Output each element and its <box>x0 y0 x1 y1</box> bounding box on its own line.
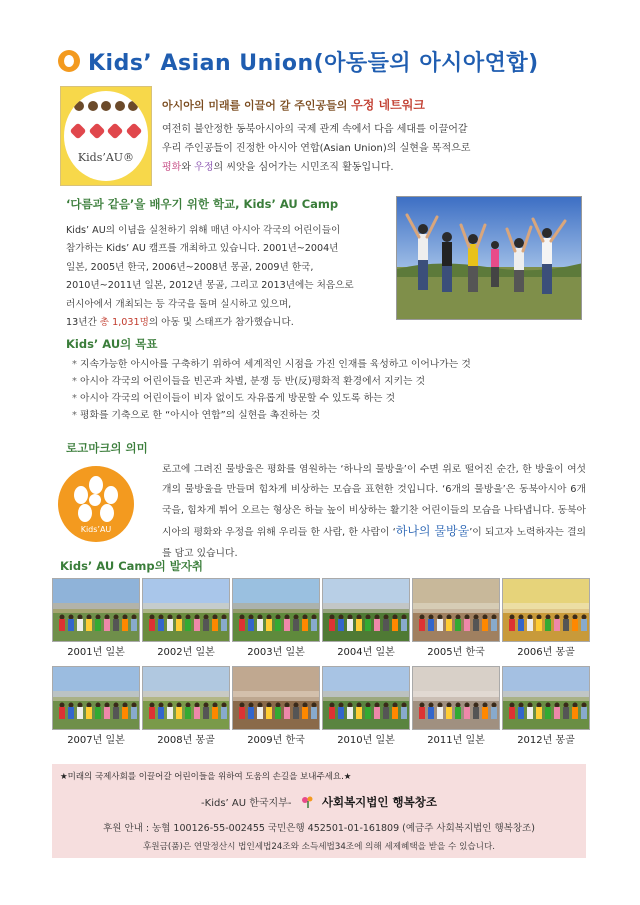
logo-wordmark: Kids’AU® <box>77 151 135 164</box>
camp-photo <box>502 666 590 730</box>
goals-heading: Kids’ AU의 목표 <box>66 337 158 351</box>
logo-meaning-heading: 로고마크의 의미 <box>66 441 148 455</box>
goal-item: * 지속가능한 아시아를 구축하기 위하여 세계적인 시점을 가진 인재를 육성하고 이어나가는 것 <box>72 356 582 373</box>
gallery-item <box>322 666 410 754</box>
camp-photo <box>232 666 320 730</box>
organization-line <box>52 794 586 810</box>
gallery-item <box>412 666 500 754</box>
gallery-item <box>232 666 320 754</box>
camp-photo <box>322 578 410 642</box>
gallery-caption: 2004년 일본 <box>337 647 395 658</box>
goals-list <box>72 356 582 424</box>
camp-photo <box>412 578 500 642</box>
intro-heading: 아시아의 미래를 이끌어 갈 주인공들의 우정 네트워크 <box>162 98 425 112</box>
gallery-caption: 2009년 한국 <box>247 735 305 746</box>
branch-name: -Kids’ AU 한국지부- <box>201 798 292 809</box>
gallery-item <box>142 666 230 754</box>
gallery-item <box>412 578 500 666</box>
tax-benefit-note: 후원금(품)은 연말정산시 법인세법24조와 소득세법34조에 의해 세제혜택을 받을 수 있습니다. <box>142 842 496 852</box>
gallery-item <box>52 666 140 754</box>
logo-wordmark: Kids’AU <box>80 525 112 534</box>
camp-photo <box>232 578 320 642</box>
kids-au-logo-icon <box>58 50 80 72</box>
gallery-caption: 2008년 몽골 <box>157 735 215 746</box>
gallery-item <box>502 578 590 666</box>
camp-photo <box>142 578 230 642</box>
gallery-caption: 2011년 일본 <box>427 735 485 746</box>
camp-photo <box>322 666 410 730</box>
gallery-caption: 2006년 몽골 <box>517 647 575 658</box>
camp-photo <box>412 666 500 730</box>
camp-photo <box>502 578 590 642</box>
gallery-item <box>142 578 230 666</box>
camp-heading: ‘다름과 같음’을 배우기 위한 학교, Kids’ AU Camp <box>66 197 339 211</box>
goal-item: * 아시아 각국의 어린이들을 빈곤과 차별, 분쟁 등 반(反)평화적 환경에서 지키는 것 <box>72 373 582 390</box>
gallery-item <box>52 578 140 666</box>
gallery-caption: 2012년 몽골 <box>517 735 575 746</box>
gallery-item <box>322 578 410 666</box>
gallery-caption: 2007년 일본 <box>67 735 125 746</box>
bank-account-info: 후원 안내 : 농협 100126-55-002455 국민은행 452501-01-161809 (예금주 사회복지법인 행복창조) <box>103 823 535 834</box>
goal-item: * 아시아 각국의 어린이들이 비자 없이도 자유롭게 방문할 수 있도록 하는 것 <box>72 390 582 407</box>
page-header <box>58 46 588 76</box>
gallery-caption: 2002년 일본 <box>157 647 215 658</box>
intro-paragraph: 여전히 불안정한 동북아시아의 국제 관계 속에서 다음 세대를 이끌어갈 우리 주인공들이 진정한 아시아 연합(Asian Union)의 실현을 목적으로 평화와 우정의 씨앗을 심어가는 시민조직 활동입니다. <box>162 124 471 173</box>
gallery-item <box>232 578 320 666</box>
page-title: Kids’ Asian Union(아동들의 아시아연합) <box>88 50 539 76</box>
camp-photo-gallery <box>52 578 590 754</box>
org-sprout-icon <box>301 796 315 808</box>
donation-appeal: ★미래의 국제사회를 이끌어갈 어린이들을 위하여 도움의 손길을 보내주세요.★ <box>60 772 352 782</box>
gallery-caption: 2001년 일본 <box>67 647 125 658</box>
donation-footer <box>52 764 586 858</box>
water-drop-logo-icon <box>58 466 134 542</box>
gallery-caption: 2010년 일본 <box>337 735 395 746</box>
camp-photo <box>52 578 140 642</box>
camp-photo <box>142 666 230 730</box>
gallery-item <box>502 666 590 754</box>
camp-photo <box>52 666 140 730</box>
gallery-heading: Kids’ AU Camp의 발자취 <box>60 559 204 573</box>
kids-au-logo-image <box>60 86 152 186</box>
gallery-caption: 2005년 한국 <box>427 647 485 658</box>
camp-paragraph: Kids’ AU의 이념을 실천하기 위해 매년 아시아 각국의 어린이들이 참가하는 Kids’ AU 캠프를 개최하고 있습니다. 2001년~2004년 일본, 2005년 한국, 2006년~2008년 몽골, 2009년 한국, 2010년~2011년 일본, 2012년 몽골, 그리고 2013년에는 처음으로 러시아에서 개최되는 등 각국을 돌며 실시하고 있으며, 13년간 총 1,031명의 아동 및 스태프가 참가했습니다. <box>66 225 354 329</box>
organization-name: 사회복지법인 행복창조 <box>321 795 437 809</box>
logo-meaning-paragraph: 로고에 그려진 물방울은 평화를 염원하는 ‘하나의 물방울’이 수면 위로 떨어진 순간, 한 방울이 여섯 개의 물방울을 만들며 힘차게 비상하는 모습을 표현한 것입니다. ‘6개의 물방울’은 동북아시아 6개국을, 힘차게 튀어 오르는 형상은 하늘 높이 비상하는 활기찬 어린이들의 모습을 나타냅니다. 동북아시아의 평화와 우정을 위해 우리들 한 사람, 한 사람이 ‘하나의 물방울’이 되고자 노력하자는 결의를 담고 있습니다. <box>162 464 586 559</box>
goal-item: * 평화를 기축으로 한 “아시아 연합”의 실현을 촉진하는 것 <box>72 407 582 424</box>
gallery-caption: 2003년 일본 <box>247 647 305 658</box>
camp-group-photo <box>396 196 582 320</box>
